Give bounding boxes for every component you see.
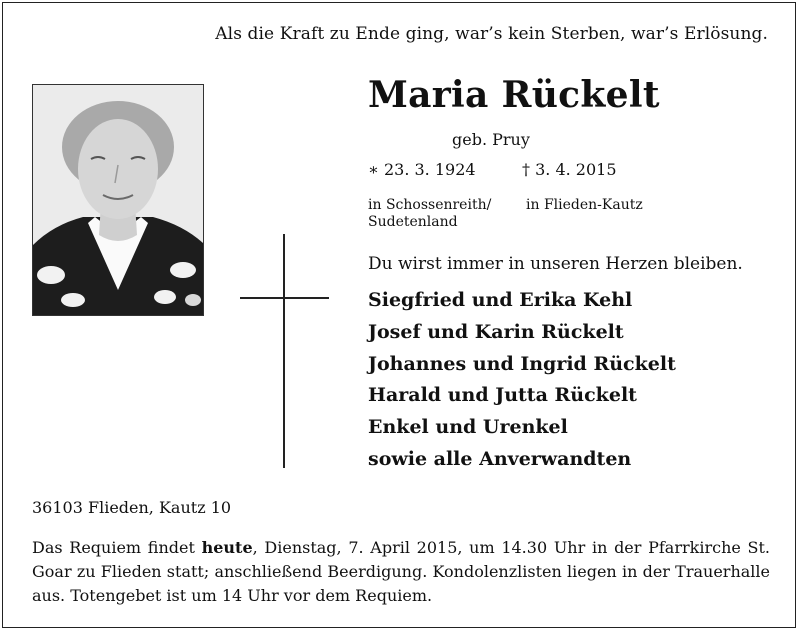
mourner-item: Enkel und Urenkel (368, 416, 568, 439)
motto-text: Als die Kraft zu Ende ging, war’s kein Sterben, war’s Erlösung. (215, 24, 768, 44)
notice-bold-today: heute (201, 538, 253, 557)
portrait-illustration (33, 85, 203, 315)
deceased-name: Maria Rückelt (368, 74, 660, 116)
birth-place-line1: in Schossenreith/ (368, 197, 492, 213)
birth-place (368, 197, 491, 231)
notice-part1: Das Requiem findet (32, 538, 202, 557)
birth-date: ∗ 23. 3. 1924 (368, 160, 476, 179)
mourner-item: Siegfried und Erika Kehl (368, 289, 633, 311)
notice-part2: , Dienstag, 7. April 2015, um 14.30 Uhr in der Pfarrkirche St. Goar zu Flieden statt; anschließend Beerdigung. Kondolenzlisten liegen in der Trauerhalle aus. Totengebet ist um 14 Uhr vor dem Requiem. (32, 538, 771, 605)
remembrance-text: Du wirst immer in unseren Herzen bleiben. (368, 254, 743, 274)
mourners-list (368, 285, 676, 476)
birth-place-line2: Sudetenland (368, 214, 458, 230)
family-address: 36103 Flieden, Kautz 10 (32, 498, 232, 517)
maiden-name: geb. Pruy (452, 130, 530, 149)
mourner-item: sowie alle Anverwandten (368, 447, 632, 470)
death-date: † 3. 4. 2015 (522, 160, 617, 179)
cross-icon-horizontal (240, 297, 329, 299)
mourner-item: Josef und Karin Rückelt (368, 320, 624, 343)
mourner-item: Johannes und Ingrid Rückelt (368, 352, 676, 375)
requiem-notice (32, 536, 770, 608)
death-place: in Flieden-Kautz (526, 197, 643, 213)
cross-icon-vertical (283, 234, 285, 468)
portrait-photo (32, 84, 204, 316)
mourner-item: Harald und Jutta Rückelt (368, 384, 637, 407)
